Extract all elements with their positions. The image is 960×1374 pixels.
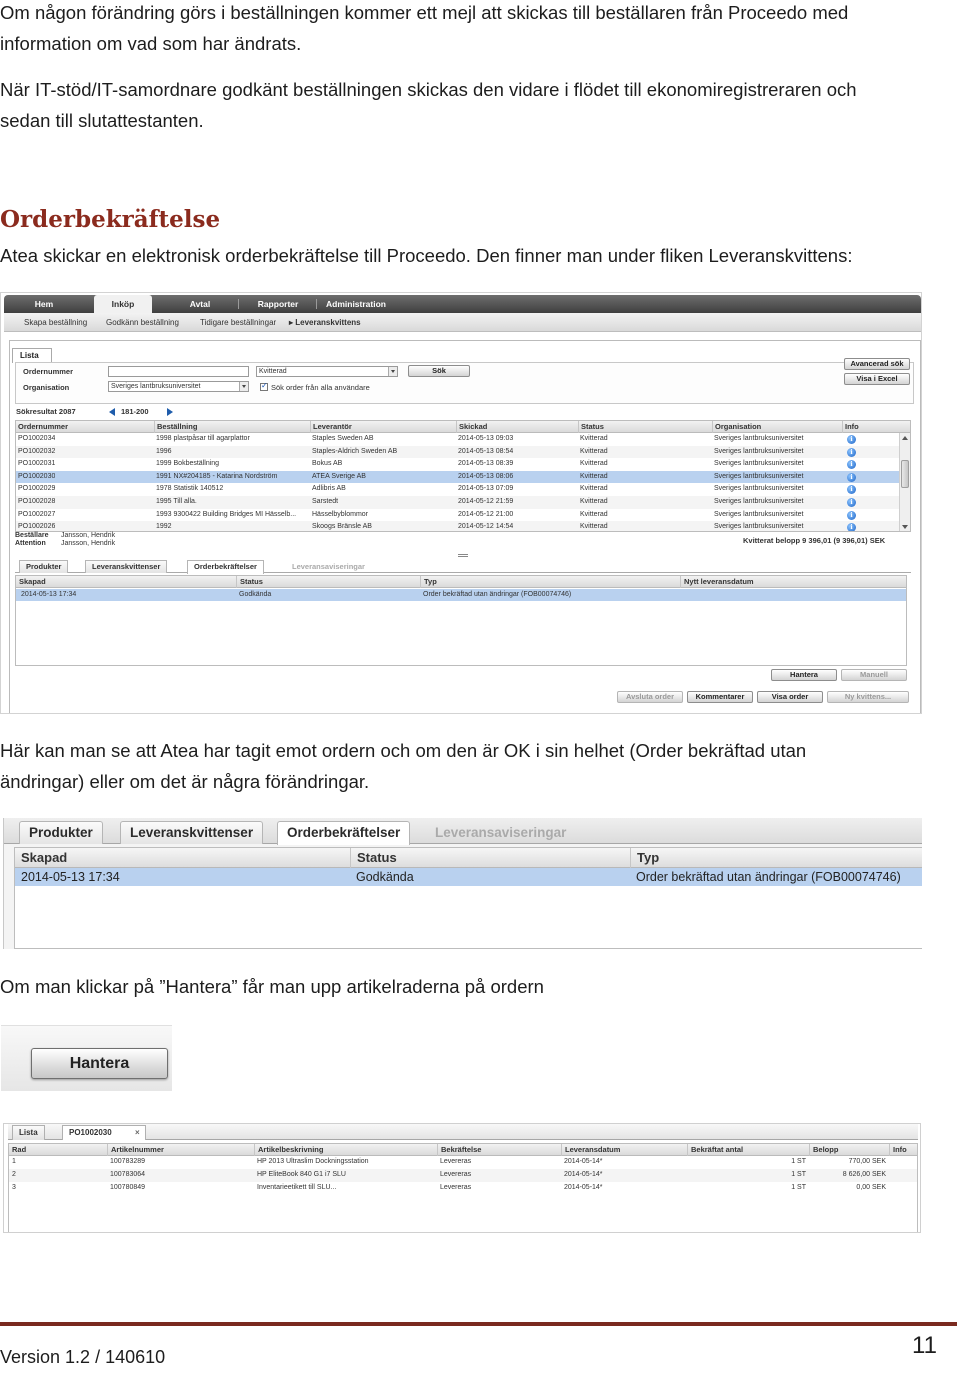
tab-leveransaviseringar[interactable]: Leveransaviseringar <box>435 825 567 840</box>
article-table <box>8 1143 918 1233</box>
info-icon[interactable]: i <box>847 460 856 469</box>
col-skapad[interactable]: Skapad <box>19 577 46 586</box>
col-status[interactable]: Status <box>350 848 630 868</box>
col-bekraftelse[interactable]: Bekräftelse <box>437 1144 561 1156</box>
text-line: Här kan man se att Atea har tagit emot ordern och om den är OK i sin helhet (Order bekräftad utan <box>0 740 807 761</box>
avsluta-order-button[interactable]: Avsluta order <box>617 691 683 703</box>
col-organisation[interactable]: Organisation <box>712 421 842 433</box>
all-users-label: Sök order från alla användare <box>271 383 370 392</box>
table-cell: 2014-05-13 08:39 <box>458 460 514 468</box>
table-row[interactable] <box>16 509 899 522</box>
screenshot-hantera-button <box>1 1025 172 1091</box>
table-row[interactable] <box>15 868 922 886</box>
subnav-skapa[interactable]: Skapa beställning <box>24 318 88 327</box>
organisation-select[interactable] <box>108 381 249 392</box>
table-cell: Kvitterad <box>580 435 608 442</box>
col-bestallning[interactable]: Beställning <box>154 421 310 433</box>
pager-prev-icon[interactable] <box>109 408 115 416</box>
text-line: ändringar) eller om det är några förändringar. <box>0 771 370 792</box>
table-cell: PO1002034 <box>18 435 56 442</box>
table-cell: 2014-05-12 14:54 <box>458 523 514 531</box>
section-heading: Orderbekräftelse <box>0 206 221 233</box>
col-leveransdatum[interactable]: Leveransdatum <box>561 1144 687 1156</box>
vertical-scrollbar[interactable] <box>899 433 910 532</box>
table-cell: 2014-05-12 21:59 <box>458 498 514 505</box>
table-cell: 0,00 SEK <box>856 1183 886 1191</box>
attention-label: Attention <box>15 540 46 547</box>
cell-typ: Order bekräftad utan ändringar (FOB00074746) <box>423 591 572 598</box>
text-line: information om vad som har ändrats. <box>0 33 302 54</box>
table-cell: Sveriges lantbruksuniversitet <box>714 485 804 493</box>
text-line: När IT-stöd/IT-samordnare godkänt beställningen skickas den vidare i flödet till ekonomiregistreraren och <box>0 79 857 100</box>
table-cell: 100780849 <box>110 1183 146 1191</box>
nav-avtal[interactable]: Avtal <box>189 299 211 309</box>
kvitterat-belopp: Kvitterat belopp 9 396,01 (9 396,01) SEK <box>743 536 886 545</box>
table-cell: HP EliteBook 840 G1 i7 SLU <box>257 1170 346 1178</box>
organisation-label: Organisation <box>23 383 70 392</box>
table-cell: Kvitterad <box>580 472 608 480</box>
paragraph-change-notice <box>0 0 955 59</box>
tab-order[interactable] <box>62 1125 146 1140</box>
table-cell: Kvitterad <box>580 498 608 505</box>
tab-leveransaviseringar[interactable]: Leveransaviseringar <box>292 562 365 571</box>
table-cell: PO1002030 <box>18 472 56 480</box>
table-cell: 1 ST <box>791 1183 806 1191</box>
table-row[interactable] <box>16 458 899 471</box>
table-cell: Kvitterad <box>580 460 608 468</box>
info-icon[interactable]: i <box>847 435 856 444</box>
tab-orderbekraftelser[interactable]: Orderbekräftelser <box>277 821 410 845</box>
table-cell: 770,00 SEK <box>848 1158 886 1165</box>
cell-status: Godkända <box>239 591 272 598</box>
table-cell: Skoogs Bränsle AB <box>312 523 372 531</box>
close-icon[interactable]: × <box>135 1128 140 1137</box>
result-bar <box>15 406 914 419</box>
tab-produkter[interactable]: Produkter <box>19 560 68 573</box>
table-cell: Adlibris AB <box>312 485 346 493</box>
table-row[interactable] <box>16 433 899 446</box>
page-number: 11 <box>912 1332 937 1359</box>
top-navigation <box>4 295 921 313</box>
col-artikelbeskrivning[interactable]: Artikelbeskrivning <box>254 1144 437 1156</box>
table-cell: 2014-05-13 09:03 <box>458 435 514 442</box>
table-cell: 2014-05-13 08:54 <box>458 447 514 455</box>
table-cell: 1995 Till alla. <box>156 498 197 505</box>
sok-button[interactable]: Sök <box>408 365 470 377</box>
col-status[interactable]: Status <box>236 576 420 588</box>
hantera-button[interactable]: Hantera <box>31 1048 168 1079</box>
splitter-handle[interactable] <box>458 554 468 557</box>
table-cell: 1993 9300422 Building Bridges MI Hässelb... <box>156 510 297 518</box>
table-row[interactable] <box>9 1182 917 1195</box>
all-users-checkbox[interactable] <box>260 383 268 391</box>
table-cell: 1992 <box>156 523 172 531</box>
manuell-button[interactable]: Manuell <box>841 669 907 681</box>
table-row[interactable] <box>16 446 899 459</box>
nav-inkop[interactable]: Inköp <box>94 295 152 313</box>
attention-value: Jansson, Hendrik <box>61 540 116 547</box>
confirmations-table <box>14 847 922 949</box>
table-cell: Sveriges lantbruksuniversitet <box>714 498 804 505</box>
tab-leveranskvittenser[interactable]: Leveranskvittenser <box>120 821 263 844</box>
table-header <box>9 1144 917 1156</box>
table-cell: PO1002031 <box>18 460 56 468</box>
arrow-right-icon: ▸ <box>289 318 294 327</box>
table-cell: 1998 plastpåsar till agarplattor <box>156 435 250 442</box>
table-cell: Kvitterad <box>580 510 608 518</box>
screenshot-orderbekraftelser-zoom <box>3 818 922 949</box>
col-status[interactable]: Status <box>578 421 712 433</box>
table-cell: PO1002029 <box>18 485 56 493</box>
detail-tabs <box>15 560 911 573</box>
info-icon[interactable]: i <box>847 498 856 507</box>
table-cell: 1996 <box>156 447 172 455</box>
col-typ[interactable]: Typ <box>630 848 922 868</box>
orders-table <box>15 420 911 532</box>
table-row[interactable] <box>16 521 899 532</box>
table-cell: 2014-05-13 07:09 <box>458 485 514 493</box>
info-icon[interactable]: i <box>847 523 856 532</box>
table-cell: Staples Sweden AB <box>312 435 374 442</box>
table-cell: 1991 NX#204185 - Katarina Nordström <box>156 472 278 480</box>
table-cell: Kvitterad <box>580 523 608 531</box>
col-artikelnummer[interactable]: Artikelnummer <box>107 1144 254 1156</box>
table-row[interactable] <box>16 471 899 484</box>
table-row[interactable] <box>16 496 899 509</box>
table-header <box>16 421 910 433</box>
table-row[interactable] <box>16 589 906 601</box>
subnav-leveranskvittens[interactable] <box>289 313 361 332</box>
table-cell: 1 ST <box>791 1170 806 1178</box>
subnav-tidigare[interactable]: Tidigare beställningar <box>200 318 277 327</box>
text-line: Om någon förändring görs i beställningen kommer ett mejl att skickas till beställaren från Proceedo med <box>0 2 849 23</box>
table-cell: Levereras <box>440 1170 472 1178</box>
tab-lista[interactable]: Lista <box>12 348 52 363</box>
confirmations-table <box>15 575 907 666</box>
hantera-button[interactable]: Hantera <box>771 669 837 681</box>
table-row[interactable] <box>9 1156 917 1169</box>
organisation-value: Sveriges lantbruksuniversitet <box>111 383 201 390</box>
paragraph-approval-flow <box>0 74 955 136</box>
table-cell: PO1002027 <box>18 510 56 518</box>
bestallare-value: Jansson, Hendrik <box>61 532 116 539</box>
chevron-down-icon <box>388 367 397 376</box>
nav-separator <box>238 299 239 309</box>
nav-administration[interactable]: Administration <box>326 299 386 309</box>
col-belopp[interactable]: Belopp <box>809 1144 889 1156</box>
ordernummer-input[interactable] <box>108 366 249 377</box>
table-cell: ATEA Sverige AB <box>312 472 366 480</box>
search-panel <box>15 359 914 404</box>
cell-skapad: 2014-05-13 17:34 <box>21 870 120 884</box>
table-cell: Sveriges lantbruksuniversitet <box>714 510 804 518</box>
col-info[interactable]: Info <box>842 421 900 433</box>
subnav-leveranskvittens-label: Leveranskvittens <box>295 318 361 327</box>
text-line: sedan till slutattestanten. <box>0 110 204 131</box>
tab-orderbekraftelser[interactable]: Orderbekräftelser <box>187 560 264 574</box>
paragraph-hantera: Om man klickar på ”Hantera” får man upp artikelraderna på ordern <box>0 976 544 997</box>
scroll-thumb[interactable] <box>901 460 909 488</box>
status-value: Kvitterad <box>259 368 287 375</box>
table-cell: 1978 Statistik 140512 <box>156 485 224 493</box>
tab-produkter[interactable]: Produkter <box>19 821 103 844</box>
table-header <box>16 576 906 588</box>
detail-tabs <box>4 818 922 844</box>
table-row[interactable] <box>9 1169 917 1182</box>
scroll-down-icon[interactable] <box>902 525 908 529</box>
status-select[interactable] <box>256 366 398 377</box>
ny-kvittens-button[interactable]: Ny kvittens... <box>827 691 909 703</box>
screenshot-article-rows <box>3 1123 921 1233</box>
table-cell: Sveriges lantbruksuniversitet <box>714 460 804 468</box>
table-cell: Sarstedt <box>312 498 339 505</box>
table-cell: Inventarieetikett till SLU... <box>257 1183 337 1191</box>
kommentarer-button[interactable]: Kommentarer <box>687 691 753 703</box>
col-skickad[interactable]: Skickad <box>456 421 578 433</box>
scroll-up-icon[interactable] <box>902 436 908 440</box>
table-cell: PO1002032 <box>18 447 56 455</box>
nav-rapporter[interactable]: Rapporter <box>257 299 299 309</box>
table-cell: 100783064 <box>110 1170 146 1178</box>
paragraph-intro: Atea skickar en elektronisk orderbekräftelse till Proceedo. Den finner man under fliken Leveranskvittens: <box>0 245 853 266</box>
table-cell: Levereras <box>440 1183 472 1191</box>
table-cell: PO1002028 <box>18 498 56 505</box>
table-cell: 1999 Bokbeställning <box>156 460 220 468</box>
table-cell: Staples-Aldrich Sweden AB <box>312 447 398 455</box>
nav-separator <box>316 299 317 309</box>
table-cell: Sveriges lantbruksuniversitet <box>714 435 804 442</box>
table-cell: Levereras <box>440 1158 472 1165</box>
table-cell: 100783289 <box>110 1158 146 1165</box>
col-typ[interactable]: Typ <box>420 576 680 588</box>
table-cell: 2 <box>12 1170 16 1178</box>
col-skapad[interactable]: Skapad <box>21 850 68 865</box>
table-cell: 2014-05-14* <box>564 1170 603 1178</box>
col-ordernummer[interactable]: Ordernummer <box>18 422 69 431</box>
table-cell: Hässelbyblommor <box>312 510 369 518</box>
order-tabs <box>8 1124 918 1140</box>
info-icon[interactable]: i <box>847 511 856 520</box>
tab-order-label: PO1002030 <box>69 1128 112 1137</box>
info-icon[interactable]: i <box>847 448 856 457</box>
pager-range: 181-200 <box>121 407 149 416</box>
table-cell: 2014-05-14* <box>564 1183 603 1191</box>
info-icon[interactable]: i <box>847 485 856 494</box>
table-header <box>15 848 922 868</box>
sub-navigation <box>4 313 921 332</box>
table-cell: 1 ST <box>791 1158 806 1165</box>
screenshot-leveranskvittens <box>0 292 922 714</box>
advanced-search-button[interactable]: Avancerad sök <box>844 358 910 370</box>
table-cell: 2014-05-12 21:00 <box>458 510 514 518</box>
col-info[interactable]: Info <box>889 1144 919 1156</box>
table-cell: Kvitterad <box>580 485 608 493</box>
subnav-godkann[interactable]: Godkänn beställning <box>106 318 179 327</box>
excel-button[interactable]: Visa i Excel <box>844 373 910 385</box>
col-rad[interactable]: Rad <box>12 1145 27 1154</box>
col-nytt-leveransdatum[interactable]: Nytt leveransdatum <box>680 576 908 588</box>
cell-status: Godkända <box>356 870 414 884</box>
table-cell: Sveriges lantbruksuniversitet <box>714 523 804 531</box>
col-leverantor[interactable]: Leverantör <box>310 421 456 433</box>
footer-rule <box>0 1322 957 1326</box>
bestallare-label: Beställare <box>15 532 49 539</box>
order-summary <box>15 532 115 547</box>
table-cell: Sveriges lantbruksuniversitet <box>714 472 804 480</box>
nav-hem[interactable]: Hem <box>34 299 54 309</box>
table-cell: 3 <box>12 1183 16 1191</box>
visa-order-button[interactable]: Visa order <box>757 691 823 703</box>
col-bekraftat-antal[interactable]: Bekräftat antal <box>687 1144 809 1156</box>
pager-next-icon[interactable] <box>167 408 173 416</box>
table-cell: Bokus AB <box>312 460 343 468</box>
chevron-down-icon <box>239 382 248 391</box>
result-count: Sökresultat 2087 <box>16 407 76 416</box>
paragraph-confirmation-info <box>0 735 955 797</box>
table-cell: 2014-05-13 08:06 <box>458 472 514 480</box>
tab-lista[interactable]: Lista <box>12 1125 45 1140</box>
table-cell: HP 2013 Ultraslim Dockningsstation <box>257 1158 369 1165</box>
table-row[interactable] <box>16 483 899 496</box>
footer-version: Version 1.2 / 140610 <box>0 1347 166 1367</box>
table-cell: 1 <box>12 1158 16 1165</box>
cell-typ: Order bekräftad utan ändringar (FOB00074746) <box>636 870 901 884</box>
table-cell: PO1002026 <box>18 523 56 531</box>
table-cell: 8 626,00 SEK <box>842 1170 886 1178</box>
tab-leveranskvittenser[interactable]: Leveranskvittenser <box>85 560 167 573</box>
table-cell: Sveriges lantbruksuniversitet <box>714 447 804 455</box>
table-cell: 2014-05-14* <box>564 1158 603 1165</box>
ordernummer-label: Ordernummer <box>23 367 74 376</box>
info-icon[interactable]: i <box>847 473 856 482</box>
table-cell: Kvitterad <box>580 447 608 455</box>
cell-skapad: 2014-05-13 17:34 <box>21 591 77 598</box>
